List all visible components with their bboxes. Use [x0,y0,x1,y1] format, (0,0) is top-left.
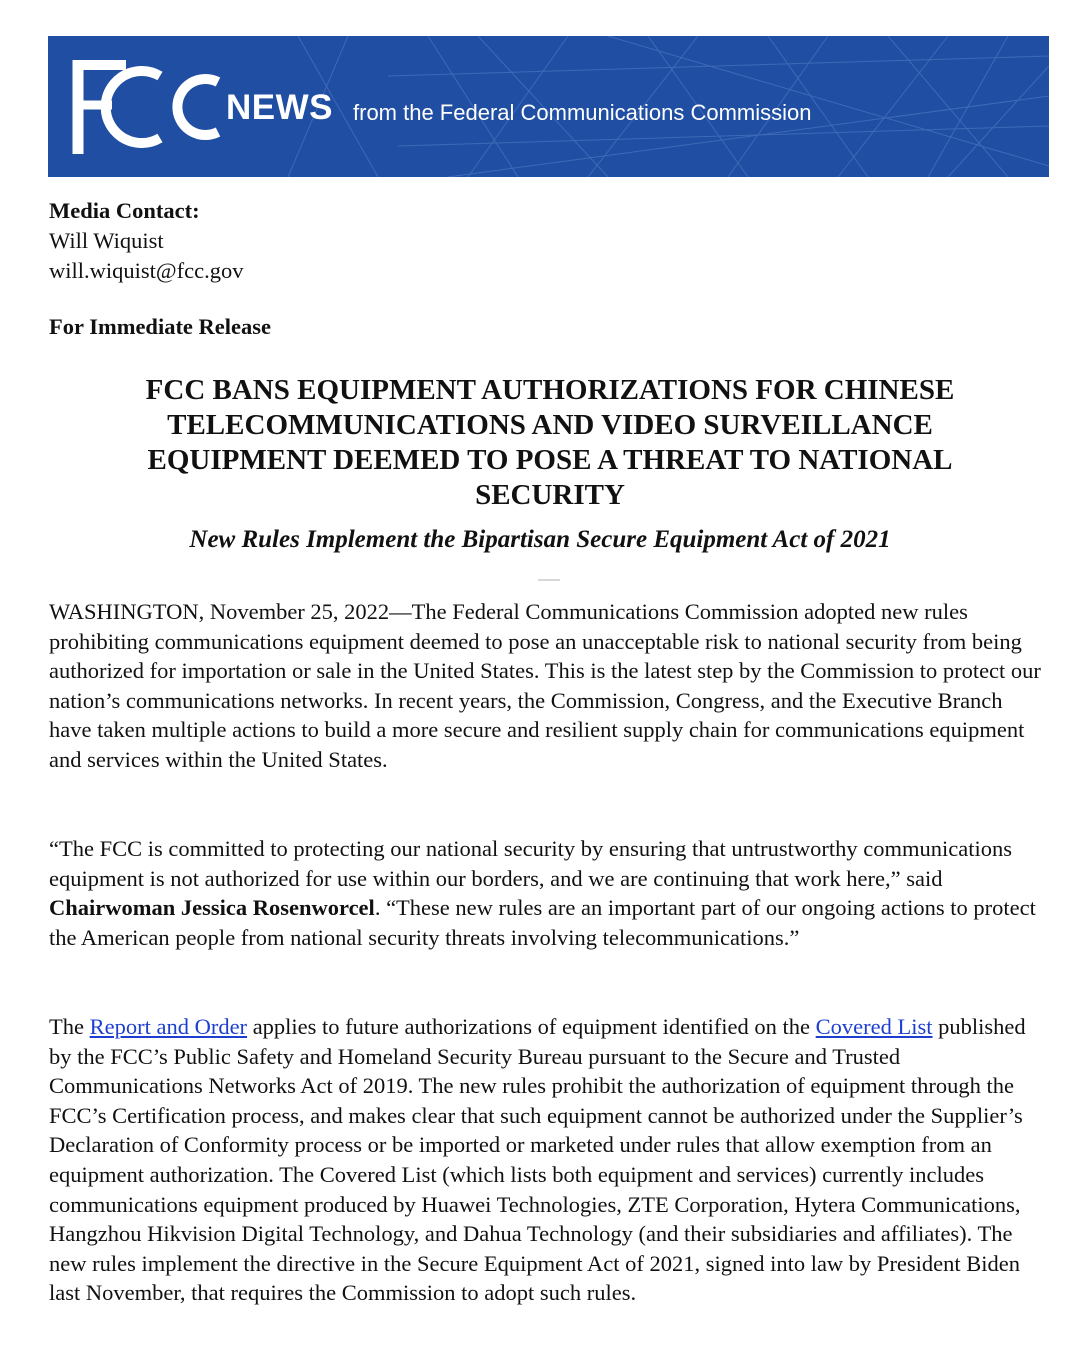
subheadline: New Rules Implement the Bipartisan Secure Equipment Act of 2021 [189,526,891,553]
contact-name: Will Wiquist [49,228,164,253]
quote-text: “The FCC is committed to protecting our national security by ensuring that untrustworthy communications equipment is not authorized for use within our borders, and we are continuing that work here,” said [49,836,1012,891]
banner-tagline: from the Federal Communications Commission [353,100,812,125]
paragraph-text: applies to future authorizations of equipment identified on the [247,1014,816,1039]
paragraph-report [49,1012,1044,1308]
headline: FCC BANS EQUIPMENT AUTHORIZATIONS FOR CHINESE TELECOMMUNICATIONS AND VIDEO SURVEILLANCE EQUIPMENT DEEMED TO POSE A THREAT TO NATIONAL SECURITY [145,374,955,511]
quote-text-continued: . “These new rules are an important part of our ongoing actions to protect the American people from national security threats involving telecommunications.” [49,895,1036,950]
fcc-logo [68,52,228,162]
paragraph-quote [49,834,1044,952]
paragraph-text: published by the FCC’s Public Safety and Homeland Security Bureau pursuant to the Secure and Trusted Communications Networks Act of 2019. The new rules prohibit the authorization of equipment through the FCC’s Certification process, and makes clear that such equipment cannot be authorized under the Supplier’s Declaration of Conformity process or be imported or marketed under rules that allow exemption from an equipment authorization. The Covered List (which lists both equipment and services) currently includes communications equipment produced by Huawei Technologies, ZTE Corporation, Hytera Communications, Hangzhou Hikvision Digital Technology, and Dahua Technology (and their subsidiaries and affiliates). The new rules implement the directive in the Secure Equipment Act of 2021, signed into law by President Biden last November, that requires the Commission to adopt such rules. [49,1014,1026,1306]
fcc-news-banner [48,36,1049,177]
contact-email: will.wiquist@fcc.gov [49,258,244,283]
speaker-name: Chairwoman Jessica Rosenworcel [49,895,375,921]
paragraph-text: The [49,1014,90,1039]
section-divider [538,579,560,581]
covered-list-link[interactable]: Covered List [815,1014,933,1039]
release-label: For Immediate Release [49,314,272,339]
media-contact-label: Media Contact: [49,198,200,223]
paragraph-intro: WASHINGTON, November 25, 2022—The Federal Communications Commission adopted new rules prohibiting communications equipment deemed to pose an unacceptable risk to national security from being authorized for importation or sale in the United States. This is the latest step by the Commission to protect our nation’s communications networks. In recent years, the Commission, Congress, and the Executive Branch have taken multiple actions to build a more secure and resilient supply chain for communications equipment and services within the United States. [49,599,1041,772]
report-and-order-link[interactable]: Report and Order [89,1014,248,1039]
media-contact-block [49,196,243,286]
news-label: NEWS [226,88,333,127]
